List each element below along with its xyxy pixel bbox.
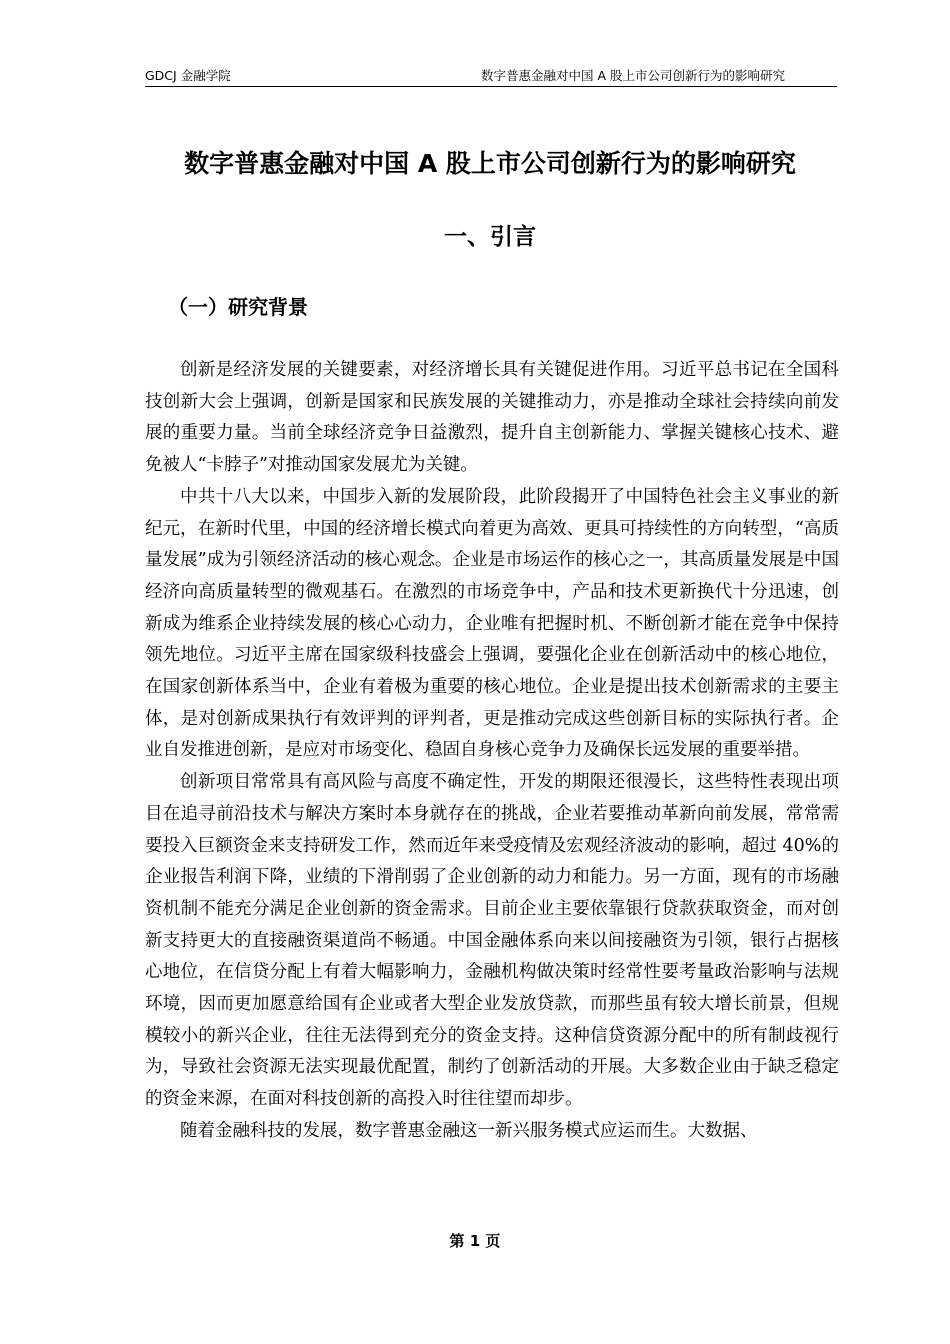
header-institution: GDCJ 金融学院 [145, 68, 231, 83]
subsection-heading: （一）研究背景 [168, 295, 308, 319]
page-number: 第 1 页 [449, 1232, 501, 1250]
paragraph: 中共十八大以来，中国步入新的发展阶段，此阶段揭开了中国特色社会主义事业的新纪元，在新时代里，中国的经济增长模式向着更为高效、更具可持续性的方向转型，“高质量发展”成为引领经济活动的核心观念。企业是市场运作的核心之一，其高质量发展是中国经济向高质量转型的微观基石。在激烈的市场竞争中，产品和技术更新换代十分迅速，创新成为维系企业持续发展的核心心动力，企业唯有把握时机、不断创新才能在竞争中保持领先地位。习近平主席在国家级科技盛会上强调，要强化企业在创新活动中的核心地位，在国家创新体系当中，企业有着极为重要的核心地位。企业是提出技术创新需求的主要主体，是对创新成果执行有效评判的评判者，更是推动完成这些创新目标的实际执行者。企业自发推进创新，是应对市场变化、稳固自身核心竞争力及确保长远发展的重要举措。 [145, 486, 839, 761]
paragraph: 创新项目常常具有高风险与高度不确定性，开发的期限还很漫长，这些特性表现出项目在追寻前沿技术与解决方案时本身就存在的挑战，企业若要推动革新向前发展，常常需要投入巨额资金来支持研发工作，然而近年来受疫情及宏观经济波动的影响，超过 40%的企业报告利润下降，业绩的下滑削弱了企业创新的动力和能力。另一方面，现有的市场融资机制不能充分满足企业创新的资金需求。目前企业主要依靠银行贷款获取资金，而对创新支持更大的直接融资渠道尚不畅通。中国金融体系向来以间接融资为引领，银行占据核心地位，在信贷分配上有着大幅影响力，金融机构做决策时经常性要考量政治影响与法规环境，因而更加愿意给国有企业或者大型企业发放贷款，而那些虽有较大增长前景，但规模较小的新兴企业，往往无法得到充分的资金支持。这种信贷资源分配中的所有制歧视行为，导致社会资源无法实现最优配置，制约了创新活动的开展。大多数企业由于缺乏稳定的资金来源，在面对科技创新的高投入时往往望而却步。 [145, 772, 839, 1110]
running-header [145, 68, 837, 87]
paragraph: 创新是经济发展的关键要素，对经济增长具有关键促进作用。习近平总书记在全国科技创新大会上强调，创新是国家和民族发展的关键推动力，亦是推动全球社会持续向前发展的重要力量。当前全球经济竞争日益激烈，提升自主创新能力、掌握关键核心技术、避免被人“卡脖子”对推动国家发展尤为关键。 [145, 360, 839, 476]
document-title: 数字普惠金融对中国 A 股上市公司创新行为的影响研究 [184, 149, 796, 178]
section-heading: 一、引言 [444, 224, 536, 250]
paragraph: 随着金融科技的发展，数字普惠金融这一新兴服务模式应运而生。大数据、 [180, 1120, 758, 1141]
page-footer [0, 1231, 950, 1251]
header-running-title: 数字普惠金融对中国 A 股上市公司创新行为的影响研究 [481, 68, 785, 83]
body-text [145, 355, 839, 1148]
